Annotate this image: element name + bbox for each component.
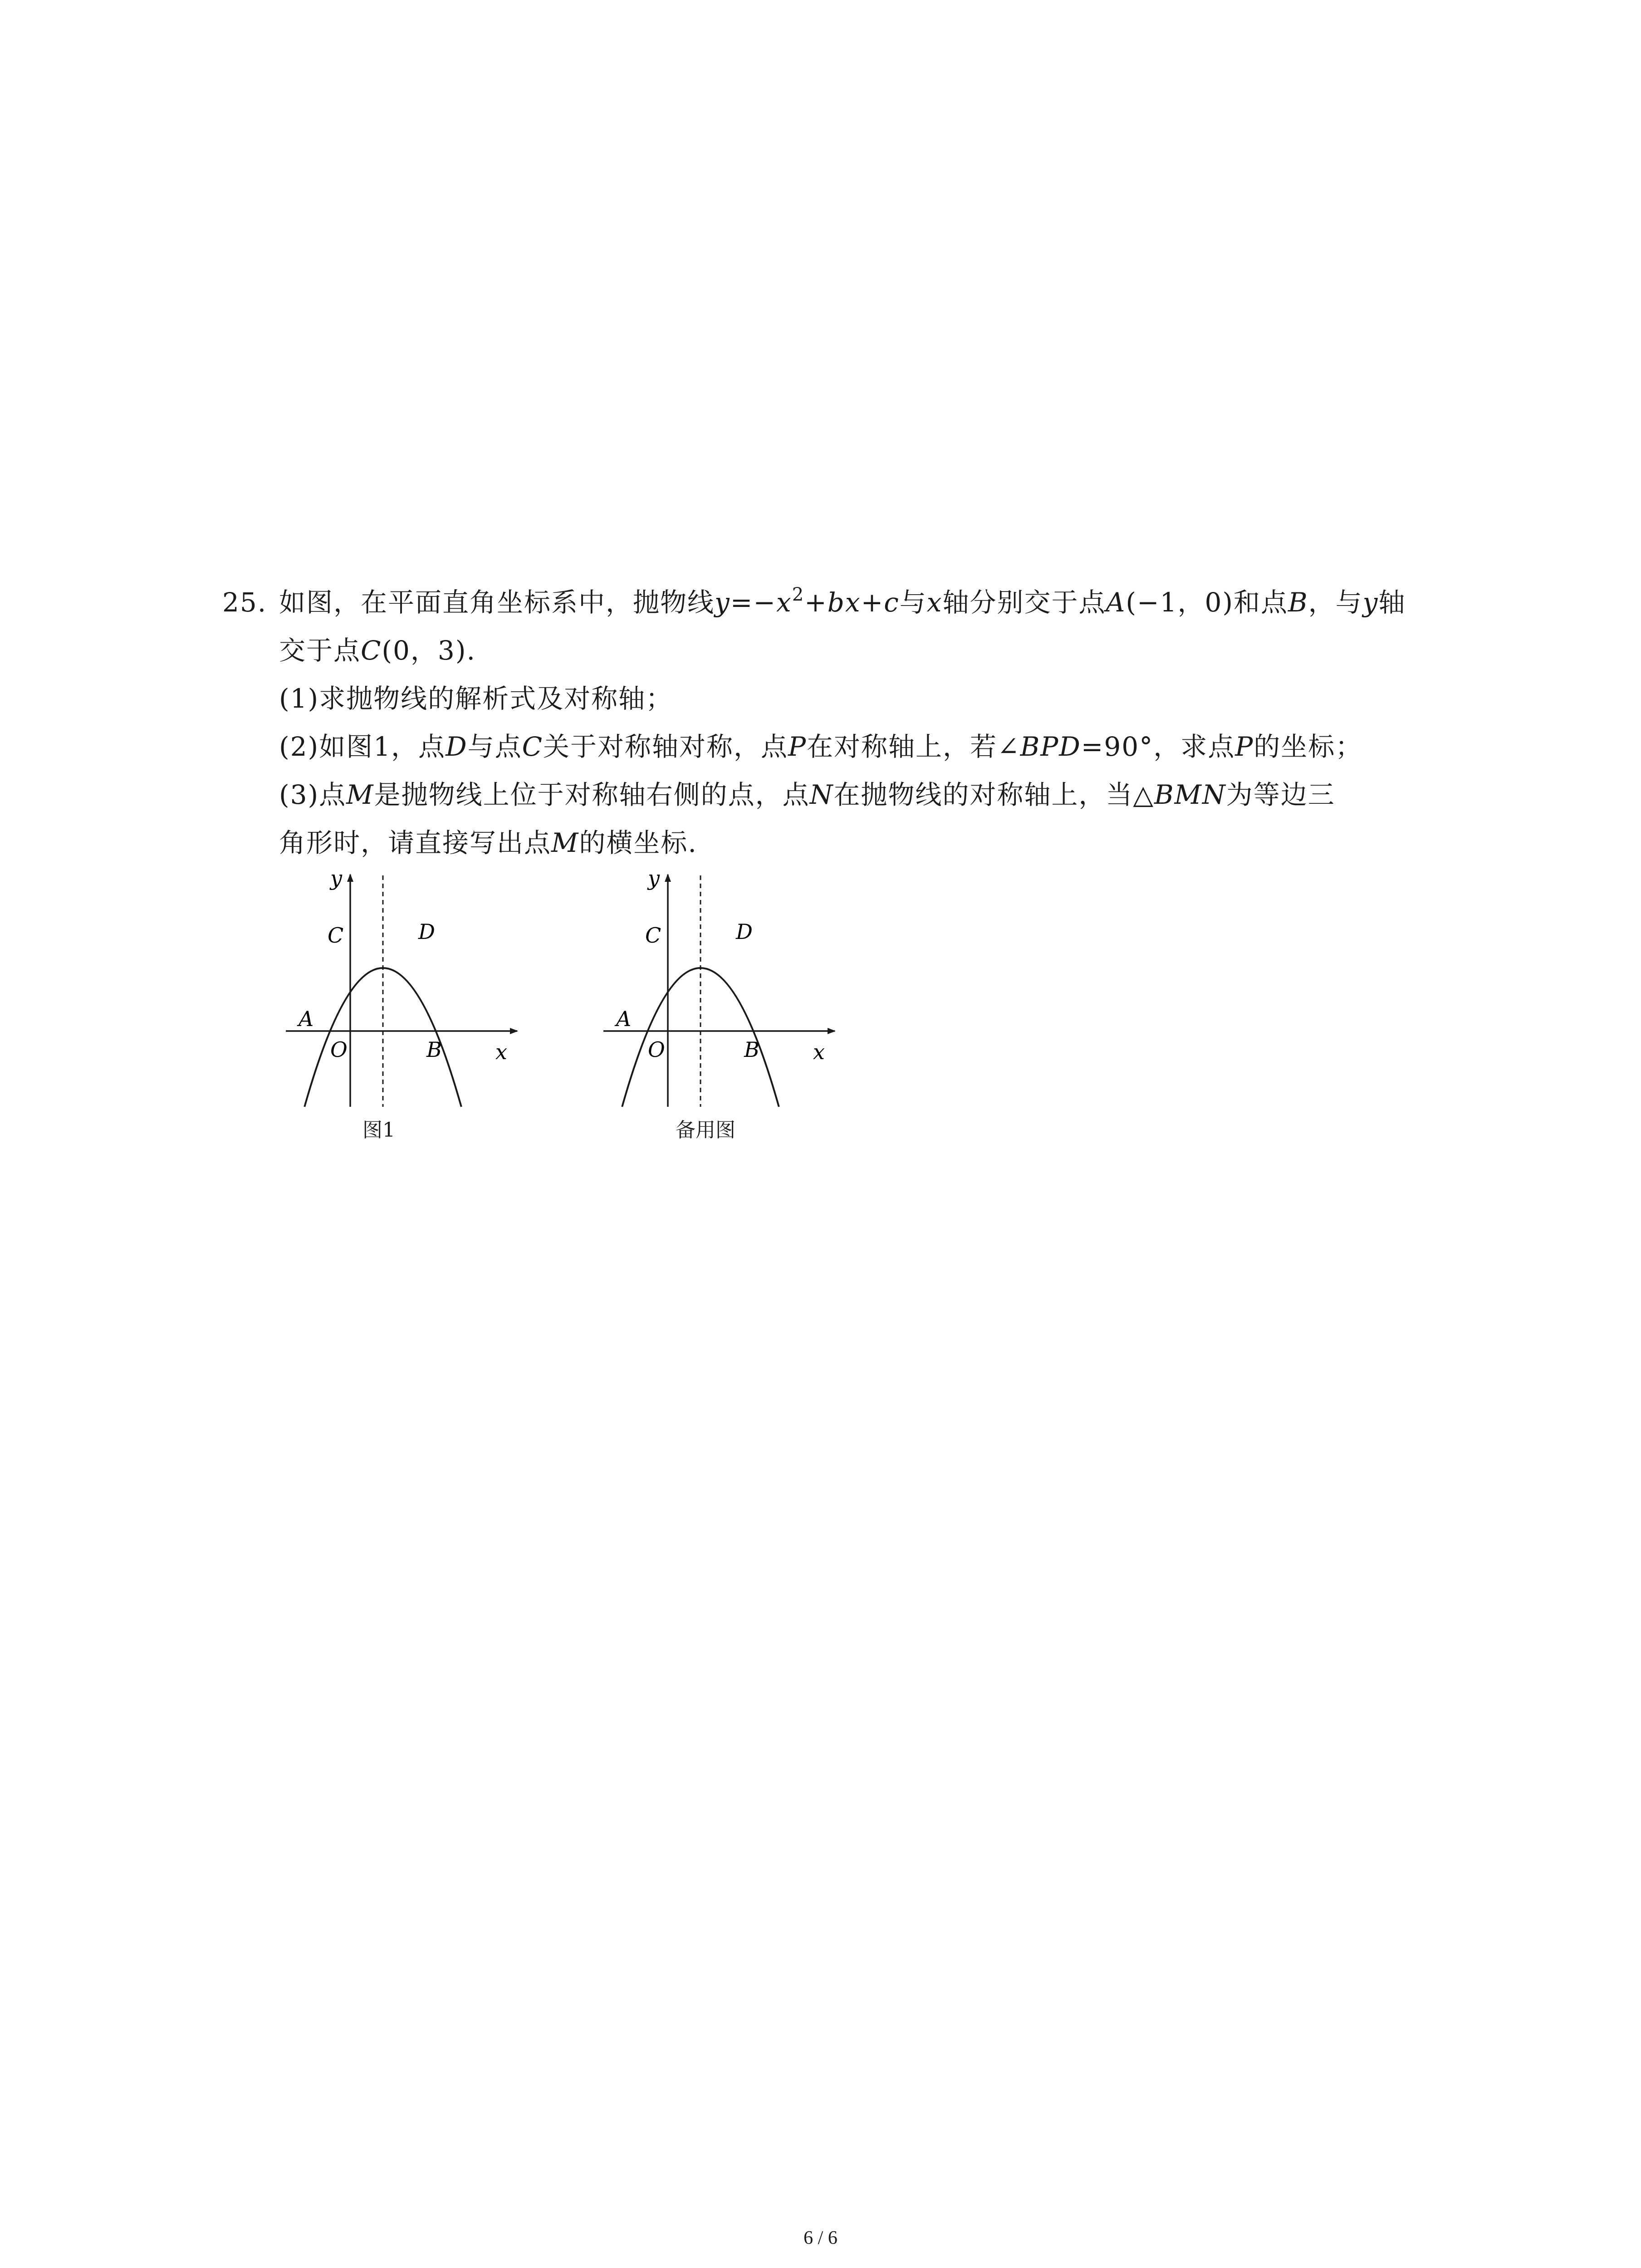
- figure-1: [272, 862, 526, 1118]
- figure-spare-caption: 备用图: [676, 1119, 735, 1142]
- question-2: (2)如图1，点D与点C关于对称轴对称，点P在对称轴上，若∠BPD=90°，求点P的坐标；: [279, 731, 1363, 762]
- label-O: O: [648, 1037, 665, 1062]
- label-D: D: [418, 919, 435, 944]
- label-C: C: [328, 923, 344, 948]
- label-y: y: [648, 866, 660, 890]
- label-y: y: [330, 866, 342, 890]
- label-C: C: [645, 923, 661, 948]
- question-3: (3)点M是抛物线上位于对称轴右侧的点，点N在抛物线的对称轴上，当△BMN为等边三: [279, 779, 1335, 810]
- label-A: A: [616, 1007, 632, 1031]
- figure-1-caption: 图1: [362, 1119, 395, 1142]
- problem-number: 25.: [222, 587, 267, 618]
- parabola-diagram-spare: [590, 862, 844, 1116]
- parabola-diagram-1: [272, 862, 526, 1116]
- label-B: B: [426, 1037, 442, 1062]
- problem-line-2: 交于点C(0，3).: [279, 635, 476, 666]
- label-D: D: [736, 919, 753, 944]
- question-1: (1)求抛物线的解析式及对称轴；: [279, 683, 673, 714]
- question-3-cont: 角形时，请直接写出点M的横坐标.: [279, 827, 697, 858]
- label-x: x: [495, 1040, 507, 1064]
- label-B: B: [744, 1037, 759, 1062]
- label-O: O: [330, 1037, 348, 1062]
- problem-line-1: 25. 如图，在平面直角坐标系中，抛物线$y=-x^2+bx+c$与x轴分别交于点A(−1，0)和点B，与y轴: [222, 578, 1447, 626]
- page-number: 6 / 6: [803, 2228, 838, 2248]
- figure-spare: [590, 862, 844, 1118]
- label-A: A: [299, 1007, 314, 1031]
- label-x: x: [813, 1040, 825, 1064]
- problem-25: [222, 578, 1447, 867]
